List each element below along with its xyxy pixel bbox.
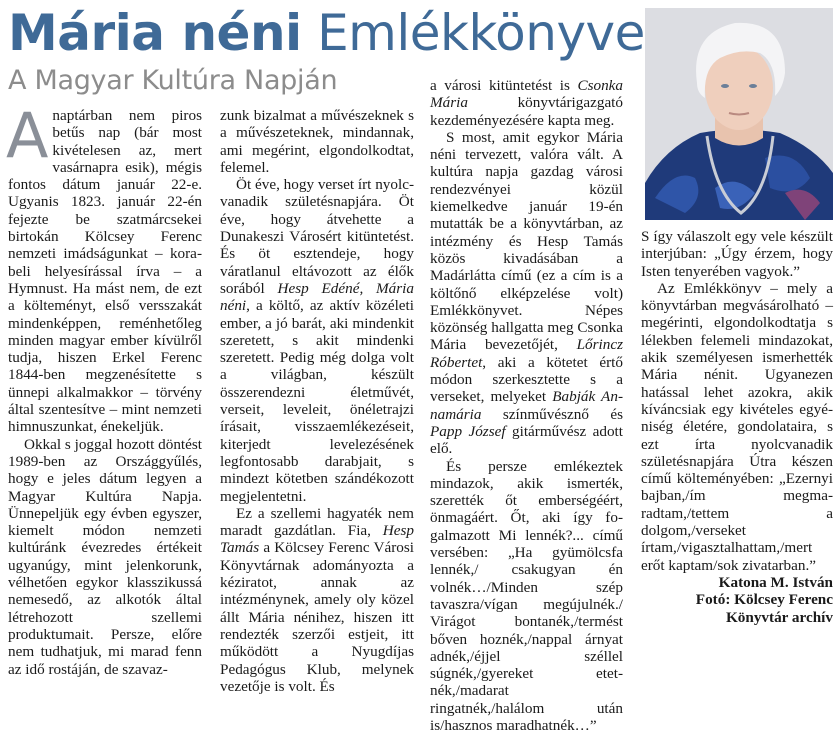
paragraph-text: , a költő, az aktív közéleti ember, a jó barát, aki mindenkit szeretett, s akit mindenki szeretett. Pedig még dolga volt a világban, készült összerendezni életművét, verseit, leveleit, önéletrajzi írásait, visszaemlékezéseit, kiterjedt levelezésének legfontosabb darabjait, s mindezt kötetben szándékozott megjelentetni. xyxy=(220,297,414,505)
paragraph xyxy=(6,99,202,436)
paragraph-text: , aki a kötetet értő módon szerkesztette s a verseket, melyeket xyxy=(430,353,623,406)
paragraph: És persze emlékeztek mindazok, akik ismerték, szerették őt emberségéért, önmagáért. Őt, aki így fogalmazott Mi lennék?... című versében: „Ha gyümölcsfa lennék,/ csakugyan én volnék…/Minden szép tavaszra/vígan megújulnék./ Virágot bontanék,/termést bőven hoznék,/nappal árnyat adnék,/éjjel széllel súgnék,/gyereket etetnék,/madarat ringatnék,/halálom után is/hasznos maradhatnék…” xyxy=(430,457,623,734)
article-title-bold: Mária néni xyxy=(8,4,302,62)
paragraph-text: színművésznő és xyxy=(481,405,623,423)
portrait-image xyxy=(645,8,833,220)
paragraph-text: S most, amit egykor Mária néni tervezett, valóra vált. A kultúra napja gazdag városi rendezvényei közül kiemelkedve január 19-én mutatták be a könyvtárban, az intézmény és Hesp Tamás közös kivadásában a Madárlátta című (ez a cím is a költőnő elképzelése volt) Emlékkönyvet. Népes közönség hallgatta meg Csonka Mária bevezetőjét, xyxy=(430,128,623,354)
person-name: Hesp Edéné, Mária néni xyxy=(220,279,414,315)
person-name: Papp József xyxy=(430,422,506,440)
text-column-1 xyxy=(6,99,203,678)
person-name: Csonka Mária xyxy=(430,77,623,112)
paragraph-text: a városi kitüntetést is xyxy=(430,77,578,94)
paragraph-text: gitárművész adott elő. xyxy=(430,422,623,458)
text-column-3 xyxy=(430,77,623,734)
paragraph xyxy=(220,176,414,505)
paragraph: S így válaszolt egy vele készült interjúban: „Úgy érzem, hogy Isten tenyerében vagyok.” xyxy=(641,228,833,280)
paragraph xyxy=(430,129,623,458)
paragraph: Az Emlékkönyv – mely a könyvtárban megvásárolható – megérinti, elgondolkodtatja s lélekben felemeli mindazokat, akik személyesen ismerhették Mária nénit. Ugyanezen hatással lehet azokra, akik kíváncsiak egy kivételes egyéniség életére, gondolataira, s ezt írta nyolcvanadik születésnapjára Útra készen című költeményében: „Ezernyi bajban,/ím megmaradtam,/tettem a dolgom,/verseket írtam,/vigasztalhattam,/mert erőt kaptam/sok zivatarban.” xyxy=(641,279,833,574)
photo-credit-line-2: Könyvtár archív xyxy=(725,608,833,626)
person-name: Lőrincz Róbertet xyxy=(430,336,623,371)
paragraph-text: könyvtárigazgató kezdeményezésére kapta meg. xyxy=(430,94,623,129)
paragraph: Okkal s joggal hozott döntést 1989-ben az Országgyűlés, hogy e jeles dátum legyen a Magyar Kultúra Napja. Ünnepeljük egy évben egyszer, kiemelt módon nemzeti kultúránk évezredes értékeit ugyanúgy, mint jelenkorunk, vélhetően egykor klasszikussá nemesedő, az alkotók által létrehozott szellemi produktumait. Persze, előre nem tudhatjuk, mi marad fenn az idő rostáján, de szavaz- xyxy=(8,435,203,678)
article-subtitle: A Magyar Kultúra Napján xyxy=(8,65,338,96)
article-title xyxy=(8,4,645,62)
paragraph: zunk bizalmat a művészeknek s a művészeteknek, mindannak, ami megérint, elgondolkodtat, felemel. xyxy=(220,107,414,176)
paragraph xyxy=(430,77,623,129)
article-title-light: Emlékkönyve xyxy=(317,4,645,62)
photo-credit-line-1: Fotó: Kölcsey Ferenc xyxy=(695,591,833,609)
paragraph-text: naptárban nem piros betűs nap (bár most kivételesen az, mert vasárnapra esik), mégis fontos dátum január 22-e. Ugyanis 1823. január 22-én fejezte be szatmárcsekei birtokán Kölcsey Ferenc nemzeti imádságunkat – korabeli helyesírással írva – a Hymnust. Ha mást nem, de ezt a költeményt, első versszakát mindenképpen, reménhetőleg minden magyar ember kívülről tudja, hiszen Erkel Ferenc 1844-ben megzenésítette s ünnepi alkalmakkor – törvény által szentesítve – mint nemzeti himnuszunkat, énekeljük. xyxy=(8,107,202,436)
paragraph-text: a Kölcsey Ferenc Városi Könyvtárnak adományozta a kéziratot, annak az intézménynek, amely oly közel állt Mária nénihez, hiszen itt rendezték szerzői estjeit, itt működött a Nyugdíjas Pedagógus Klub, melynek vezetője is volt. És xyxy=(220,539,414,695)
text-column-4 xyxy=(641,228,833,626)
person-name: Babják Annamária xyxy=(430,388,623,423)
paragraph-text: Öt éve, hogy verset írt nyolcvanadik születésnapjára. Öt éve, hogy átvehette a Dunakeszi Városért kitüntetést. És öt esztendeje, hogy váratlanul eltávozott az élők sorából xyxy=(220,176,414,297)
author-byline: Katona M. István xyxy=(718,573,833,591)
text-column-2 xyxy=(220,107,414,695)
paragraph xyxy=(220,505,414,695)
person-name: Hesp Tamás xyxy=(220,522,414,557)
drop-cap: A xyxy=(6,99,49,172)
portrait-photo xyxy=(645,8,833,220)
paragraph-text: Ez a szellemi hagyaték nem maradt gazdátlan. Fia, xyxy=(220,504,414,540)
